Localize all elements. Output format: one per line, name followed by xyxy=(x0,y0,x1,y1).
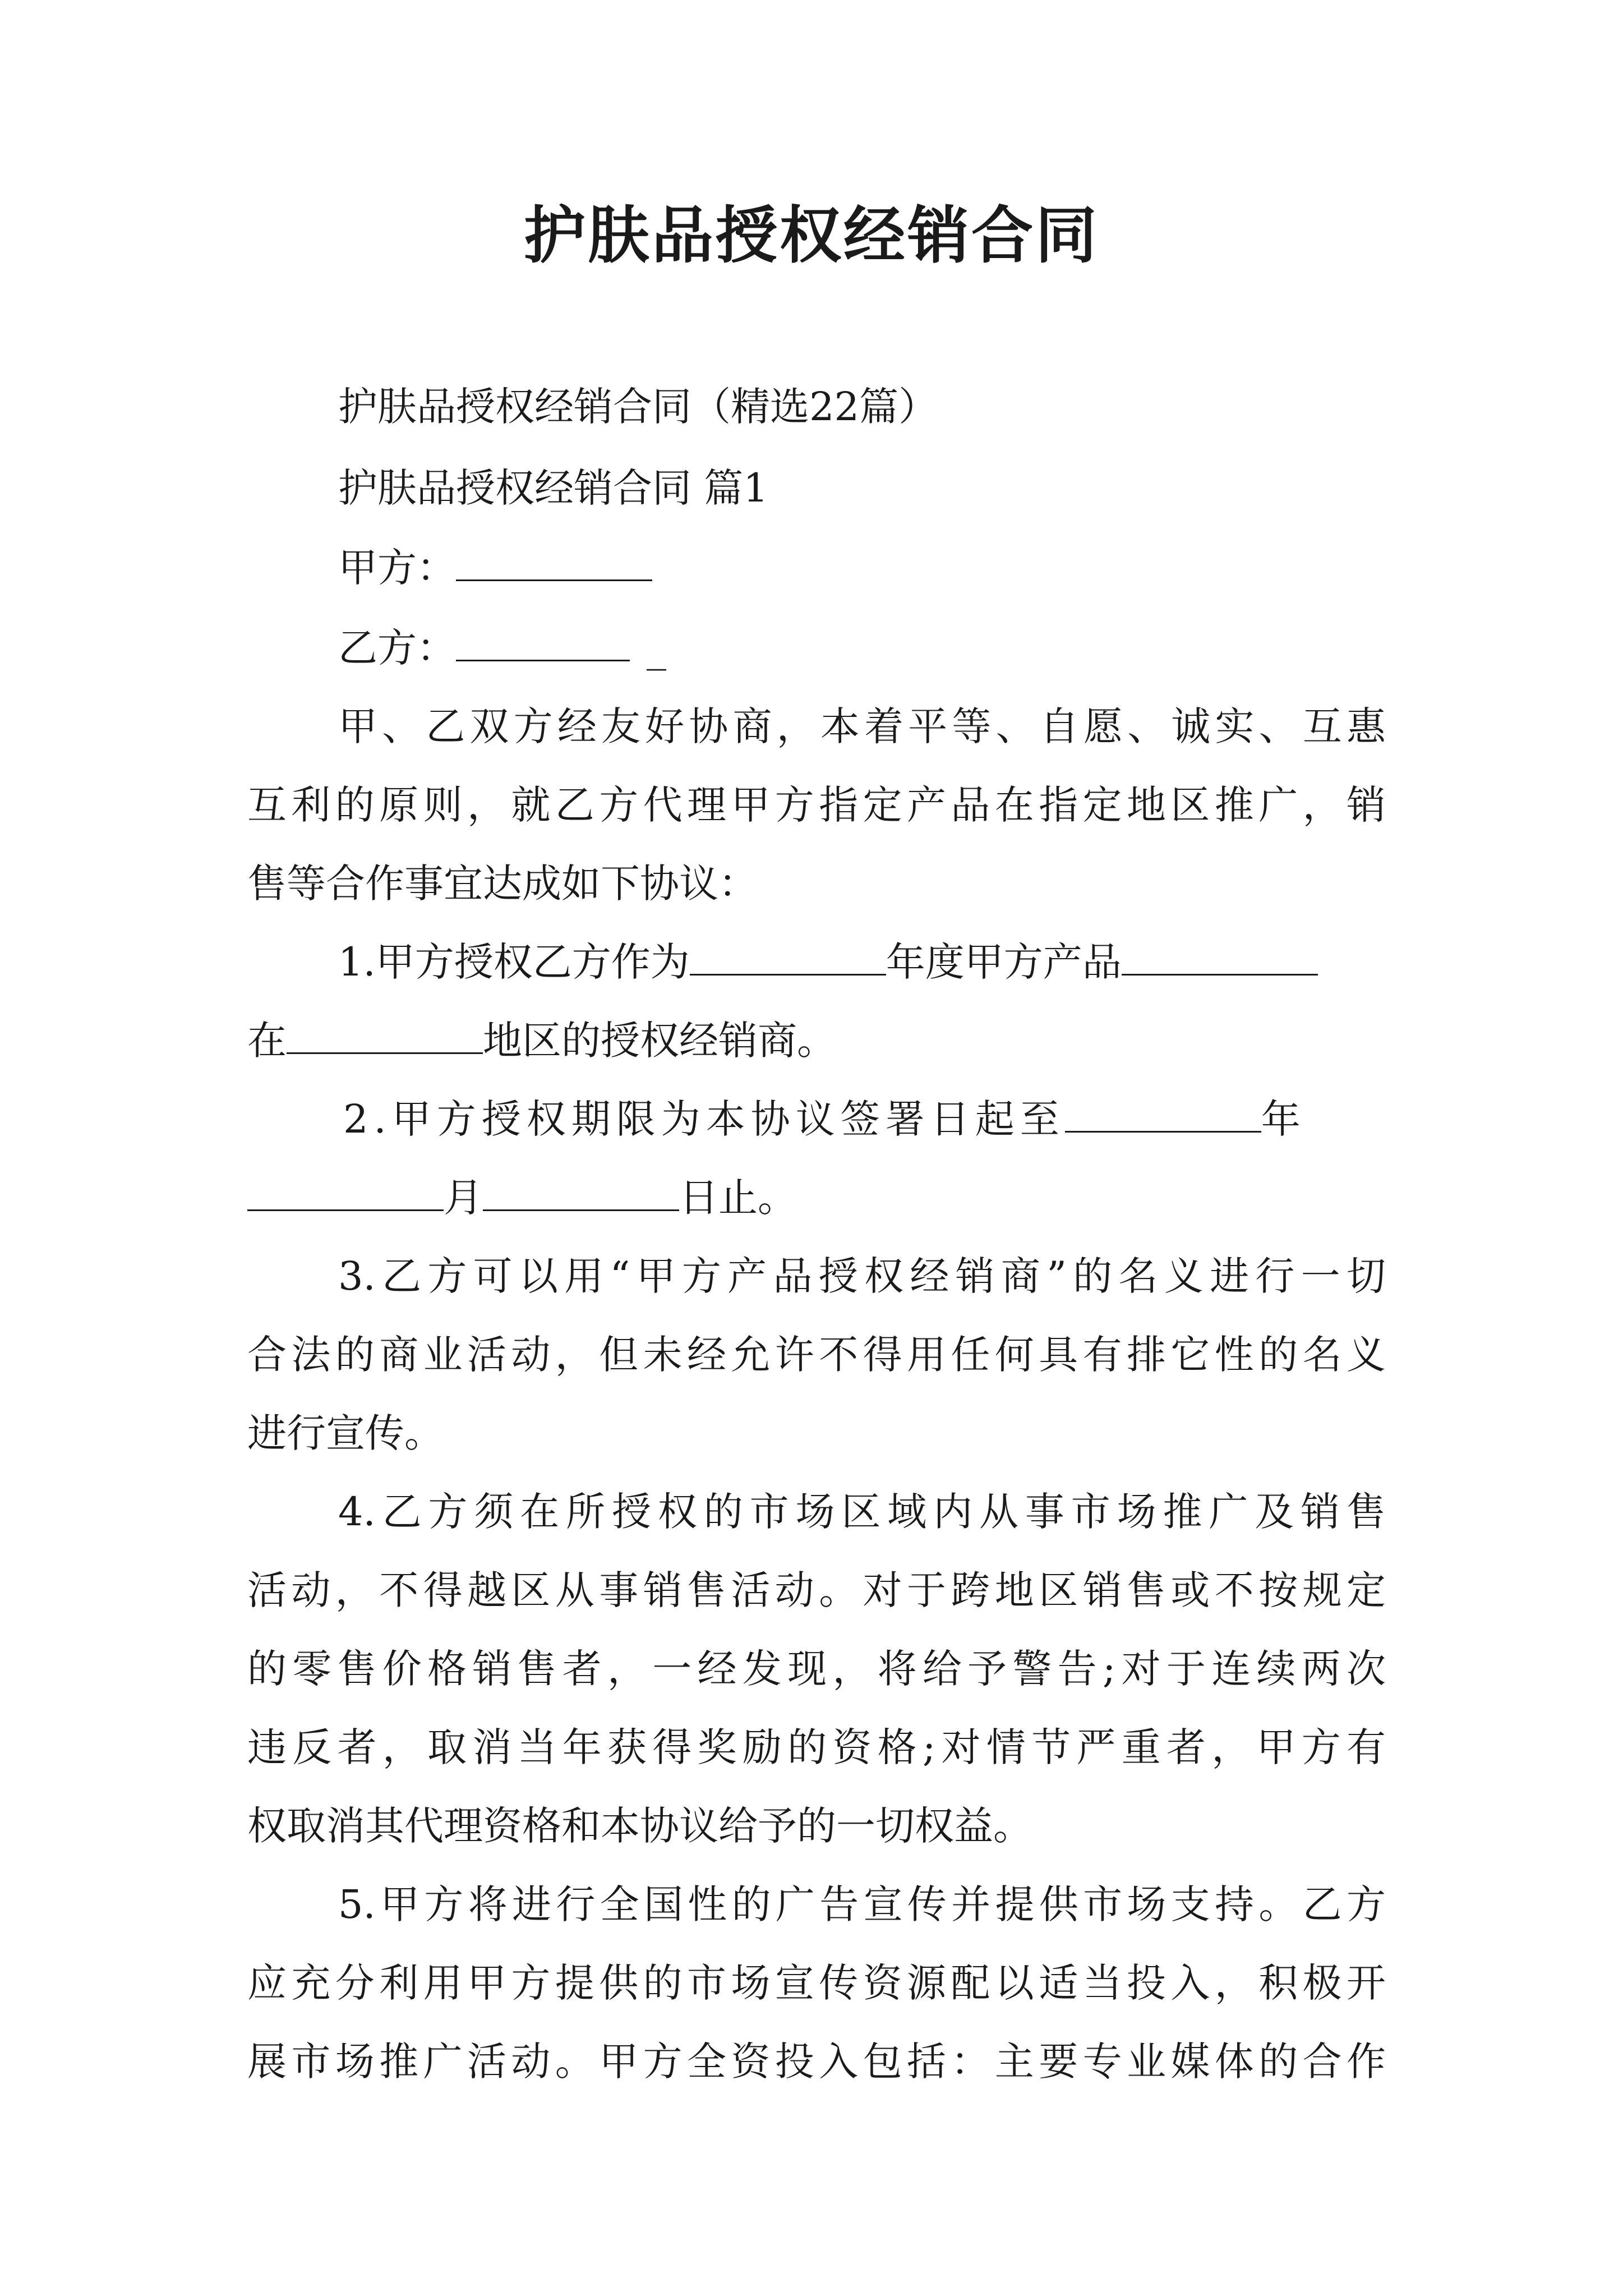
clause5-line-2: 应充分利用甲方提供的市场宣传资源配以适当投入，积极开 xyxy=(247,1960,1386,2006)
intro-line-1: 甲、乙双方经友好协商，本着平等、自愿、诚实、互惠 xyxy=(338,703,1386,749)
clause1-text-c: 在 xyxy=(247,1018,287,1064)
clause2-line-1 xyxy=(343,1091,1306,1147)
clause1-text-b: 年度甲方产品 xyxy=(886,939,1122,985)
clause2-text-b: 年 xyxy=(1261,1096,1306,1142)
party-a-line xyxy=(338,540,652,596)
clause5-line-3: 展市场推广活动。甲方全资投入包括：主要专业媒体的合作 xyxy=(247,2039,1386,2085)
document-title: 护肤品授权经销合同 xyxy=(524,199,1099,272)
clause2-blank-year xyxy=(1065,1092,1261,1133)
clause3-line-1: 3.乙方可以用“甲方产品授权经销商”的名义进行一切 xyxy=(338,1253,1386,1299)
intro-line-2: 互利的原则，就乙方代理甲方指定产品在指定地区推广，销 xyxy=(247,782,1386,828)
clause3-line-3: 进行宣传。 xyxy=(247,1410,444,1456)
subtitle: 护肤品授权经销合同（精选22篇） xyxy=(338,384,938,430)
clause2-blank-month xyxy=(247,1170,444,1211)
clause4-line-4: 违反者，取消当年获得奖励的资格;对情节严重者，甲方有 xyxy=(247,1724,1386,1770)
clause5-line-1: 5.甲方将进行全国性的广告宣传并提供市场支持。乙方 xyxy=(338,1881,1386,1927)
clause2-text-d: 日止。 xyxy=(679,1175,797,1221)
party-b-blank xyxy=(456,620,630,661)
clause4-line-5: 权取消其代理资格和本协议给予的一切权益。 xyxy=(247,1803,1032,1849)
clause4-line-3: 的零售价格销售者，一经发现，将给予警告;对于连续两次 xyxy=(247,1646,1386,1692)
clause4-line-1: 4.乙方须在所授权的市场区域内从事市场推广及销售 xyxy=(338,1489,1386,1535)
section-heading: 护肤品授权经销合同 篇1 xyxy=(338,465,768,511)
clause1-text-d: 地区的授权经销商。 xyxy=(483,1018,836,1064)
clause1-blank-region xyxy=(287,1013,483,1054)
party-b-line xyxy=(338,620,666,676)
clause1-text-a: 1.甲方授权乙方作为 xyxy=(338,939,690,985)
clause2-text-c: 月 xyxy=(444,1175,483,1221)
party-a-blank xyxy=(456,540,652,581)
party-a-label: 甲方： xyxy=(338,545,456,591)
clause4-line-2: 活动，不得越区从事销售活动。对于跨地区销售或不按规定 xyxy=(247,1567,1386,1613)
clause1-blank-year xyxy=(690,935,886,976)
party-b-label: 乙方： xyxy=(338,625,456,671)
clause1-line-2 xyxy=(247,1013,836,1069)
clause3-line-2: 合法的商业活动，但未经允许不得用任何具有排它性的名义 xyxy=(247,1332,1386,1378)
clause2-text-a: 2.甲方授权期限为本协议签署日起至 xyxy=(343,1096,1065,1142)
clause2-blank-day xyxy=(483,1170,679,1211)
clause1-line-1 xyxy=(338,934,1318,990)
intro-line-3: 售等合作事宜达成如下协议： xyxy=(247,861,758,907)
clause1-blank-product xyxy=(1122,935,1318,976)
clause2-line-2 xyxy=(247,1170,797,1226)
party-b-suffix: _ xyxy=(647,625,666,671)
